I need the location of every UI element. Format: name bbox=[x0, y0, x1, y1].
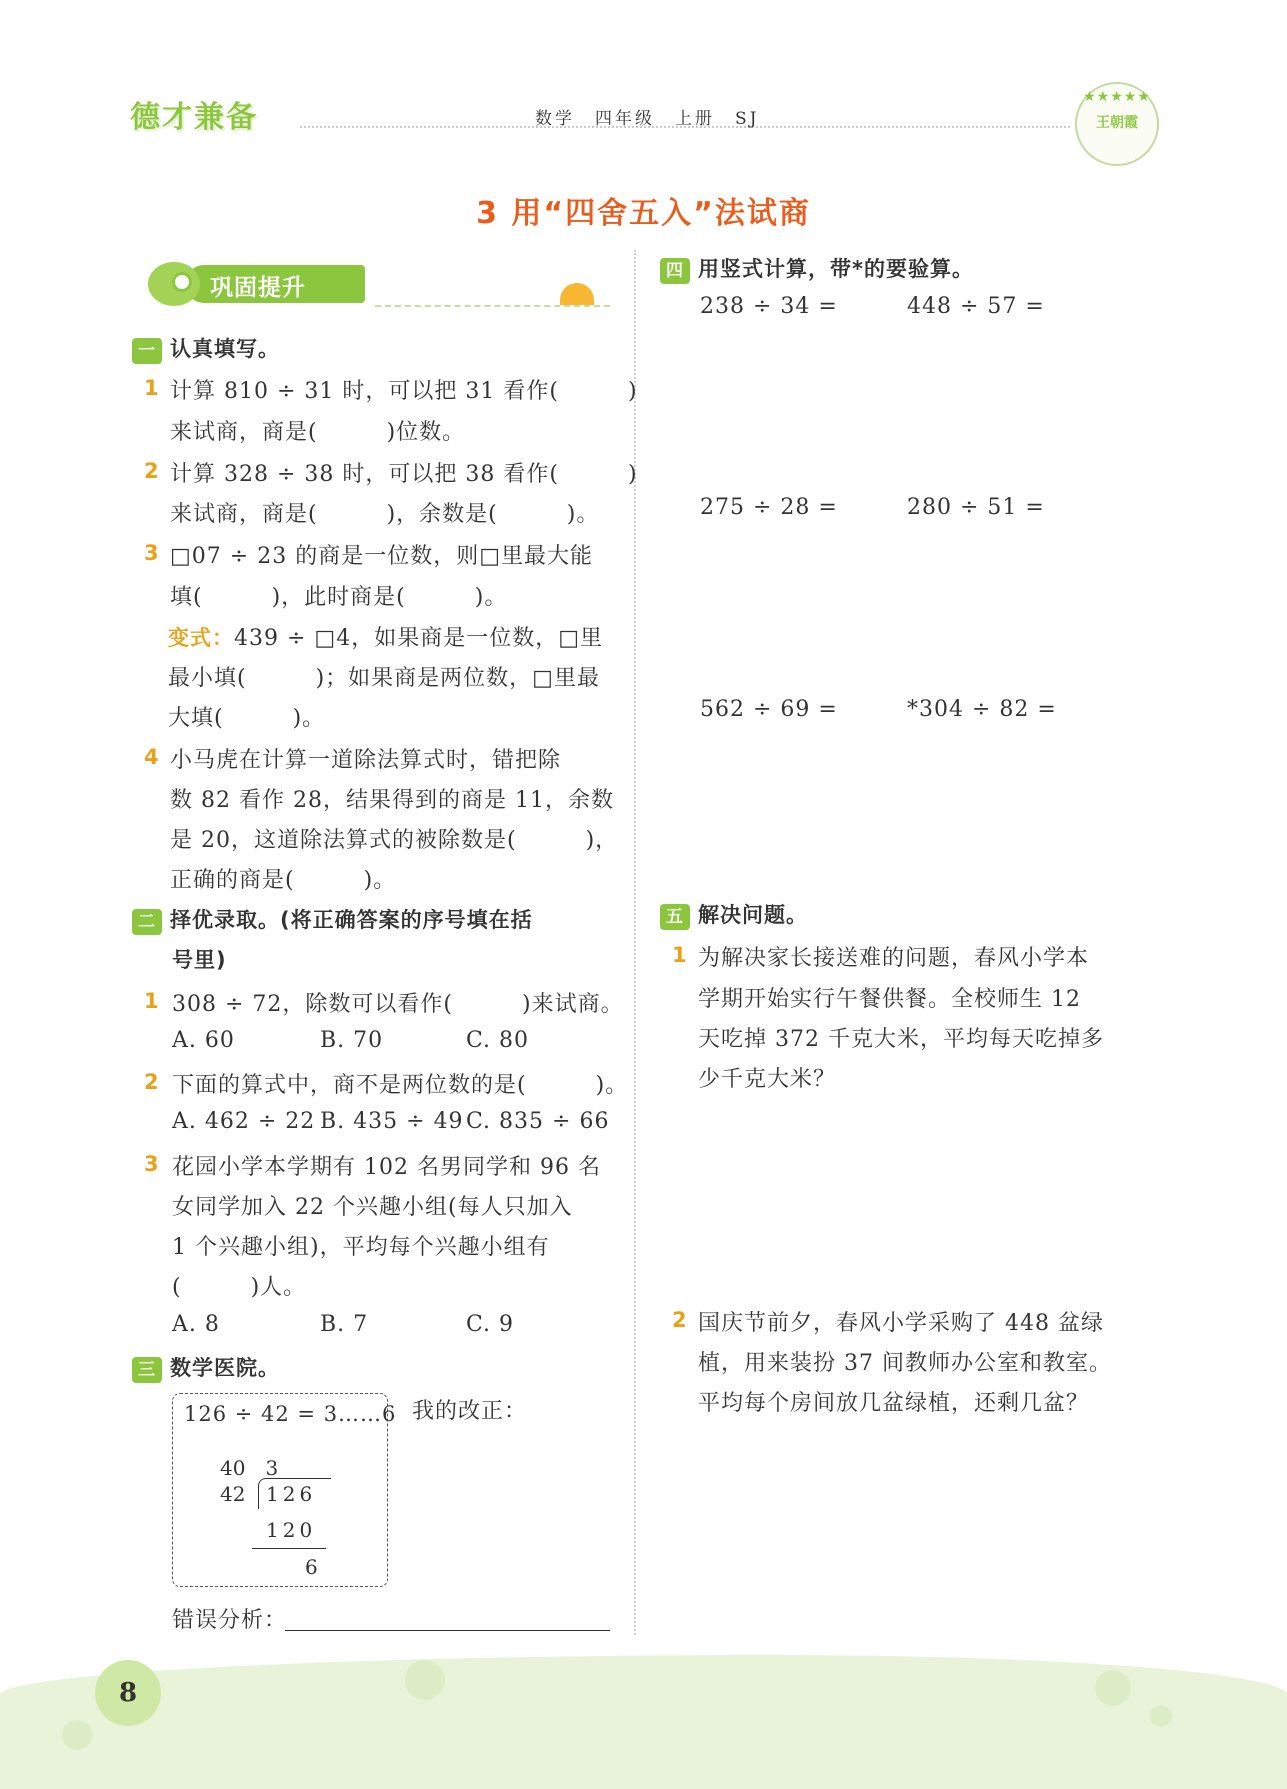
section-2-badge: 二 bbox=[132, 909, 162, 935]
q1-number: 1 bbox=[144, 376, 159, 400]
s2-q3-option-a: A. 8 bbox=[172, 1312, 220, 1337]
s5-q1-line3: 天吃掉 372 千克大米，平均每天吃掉多 bbox=[698, 1027, 1104, 1052]
section-1-heading bbox=[132, 333, 280, 364]
variant-line2: 最小填( )；如果商是两位数，□里最 bbox=[168, 666, 600, 691]
error-analysis-answer-line[interactable] bbox=[285, 1630, 610, 1631]
q1-line1: 计算 810 ÷ 31 时，可以把 31 看作( ) bbox=[170, 379, 638, 404]
long-division-subtrahend: 120 bbox=[266, 1518, 317, 1542]
section-2-heading bbox=[132, 904, 533, 935]
s2-q1-option-a: A. 60 bbox=[172, 1028, 235, 1053]
section-3-badge: 三 bbox=[132, 1357, 162, 1383]
brand-logo: 德才兼备 bbox=[130, 100, 258, 135]
calc-item-2: 448 ÷ 57 = bbox=[907, 294, 1045, 319]
s2-q1-number: 1 bbox=[144, 989, 159, 1013]
section-banner-label: 巩固提升 bbox=[210, 275, 306, 301]
variant-text1: 439 ÷ □4，如果商是一位数，□里 bbox=[234, 626, 603, 651]
q2-line1: 计算 328 ÷ 38 时，可以把 38 看作( ) bbox=[170, 462, 638, 487]
s5-q1-number: 1 bbox=[672, 943, 687, 967]
calc-item-3: 275 ÷ 28 = bbox=[700, 495, 838, 520]
q4-line1: 小马虎在计算一道除法算式时，错把除 bbox=[170, 748, 562, 773]
banner-divider bbox=[375, 305, 610, 307]
q3-line2: 填( )，此时商是( )。 bbox=[170, 585, 508, 610]
q4-line4: 正确的商是( )。 bbox=[170, 868, 397, 893]
whale-eye-icon bbox=[172, 272, 192, 292]
correction-label: 我的改正： bbox=[412, 1399, 528, 1424]
long-division-quotient: 40 3 bbox=[220, 1456, 279, 1480]
bubble-decoration bbox=[1095, 1670, 1131, 1706]
q2-line2: 来试商，商是( )，余数是( )。 bbox=[170, 502, 600, 527]
s2-q1-text: 308 ÷ 72，除数可以看作( )来试商。 bbox=[172, 992, 624, 1017]
s2-q3-line4: ( )人。 bbox=[172, 1275, 307, 1300]
section-2-title-line2: 号里) bbox=[172, 948, 227, 972]
q4-line3: 是 20，这道除法算式的被除数是( )， bbox=[170, 828, 619, 853]
calc-item-4: 280 ÷ 51 = bbox=[907, 495, 1045, 520]
long-division-line bbox=[252, 1548, 326, 1549]
q4-number: 4 bbox=[144, 745, 159, 769]
long-division-divisor: 42 bbox=[220, 1482, 246, 1506]
bubble-decoration bbox=[405, 1660, 445, 1700]
stars-icon: ★★★★★ bbox=[1083, 89, 1151, 105]
calc-item-1: 238 ÷ 34 = bbox=[700, 294, 838, 319]
section-1-badge: 一 bbox=[132, 338, 162, 364]
q1-line2: 来试商，商是( )位数。 bbox=[170, 420, 466, 445]
section-5-heading bbox=[660, 899, 808, 930]
s2-q2-number: 2 bbox=[144, 1070, 159, 1094]
section-3-title: 数学医院。 bbox=[170, 1356, 280, 1380]
header-subject: 数学 四年级 上册 SJ bbox=[535, 109, 760, 129]
s5-q1-line4: 少千克大米？ bbox=[698, 1067, 837, 1092]
s5-q1-line1: 为解决家长接送难的问题，春风小学本 bbox=[698, 946, 1090, 971]
s2-q2-text: 下面的算式中，商不是两位数的是( )。 bbox=[172, 1073, 629, 1098]
long-division-dividend: 126 bbox=[266, 1482, 317, 1506]
s5-q2-line2: 植，用来装扮 37 间教师办公室和教室。 bbox=[698, 1351, 1112, 1376]
wrong-equation: 126 ÷ 42 = 3……6 bbox=[184, 1402, 397, 1426]
publisher-seal bbox=[1075, 82, 1159, 166]
s5-q1-line2: 学期开始实行午餐供餐。全校师生 12 bbox=[698, 987, 1081, 1012]
bubble-decoration bbox=[62, 1720, 92, 1750]
error-analysis-label: 错误分析： bbox=[172, 1608, 288, 1633]
q2-number: 2 bbox=[144, 459, 159, 483]
s5-q2-line1: 国庆节前夕，春风小学采购了 448 盆绿 bbox=[698, 1311, 1104, 1336]
sun-icon bbox=[560, 283, 594, 305]
section-4-title: 用竖式计算，带*的要验算。 bbox=[698, 257, 974, 281]
s5-q2-number: 2 bbox=[672, 1308, 687, 1332]
footer-wave bbox=[0, 1655, 1287, 1789]
section-5-title: 解决问题。 bbox=[698, 903, 808, 927]
variant-line3: 大填( )。 bbox=[168, 706, 326, 731]
section-3-heading bbox=[132, 1352, 280, 1383]
s2-q3-number: 3 bbox=[144, 1152, 159, 1176]
variant-line1 bbox=[168, 621, 603, 652]
section-4-badge: 四 bbox=[660, 258, 690, 284]
s2-q1-option-c: C. 80 bbox=[466, 1028, 530, 1053]
s5-q2-line3: 平均每个房间放几盆绿植，还剩几盆？ bbox=[698, 1391, 1090, 1416]
s2-q2-option-c: C. 835 ÷ 66 bbox=[466, 1109, 610, 1134]
section-1-title: 认真填写。 bbox=[170, 337, 280, 361]
section-4-heading bbox=[660, 253, 974, 284]
q3-number: 3 bbox=[144, 541, 159, 565]
s2-q1-option-b: B. 70 bbox=[320, 1028, 384, 1053]
s2-q3-line1: 花园小学本学期有 102 名男同学和 96 名 bbox=[172, 1155, 601, 1180]
q3-line1: □07 ÷ 23 的商是一位数，则□里最大能 bbox=[170, 544, 593, 569]
long-division-remainder: 6 bbox=[305, 1555, 318, 1579]
calc-item-5: 562 ÷ 69 = bbox=[700, 697, 838, 722]
section-5-badge: 五 bbox=[660, 904, 690, 930]
s2-q3-option-b: B. 7 bbox=[320, 1312, 369, 1337]
calc-item-6: *304 ÷ 82 = bbox=[907, 697, 1057, 722]
page-number: 8 bbox=[95, 1660, 161, 1726]
s2-q3-line3: 1 个兴趣小组)，平均每个兴趣小组有 bbox=[172, 1235, 550, 1260]
s2-q3-option-c: C. 9 bbox=[466, 1312, 515, 1337]
q4-line2: 数 82 看作 28，结果得到的商是 11，余数 bbox=[170, 788, 614, 813]
page-title: 3 用“四舍五入”法试商 bbox=[476, 196, 811, 231]
s2-q3-line2: 女同学加入 22 个兴趣小组(每人只加入 bbox=[172, 1195, 573, 1220]
variant-label: 变式： bbox=[168, 626, 234, 650]
seal-text: 王朝霞 bbox=[1096, 115, 1138, 131]
section-2-title-line1: 择优录取。(将正确答案的序号填在括 bbox=[170, 908, 533, 932]
s2-q2-option-b: B. 435 ÷ 49 bbox=[320, 1109, 464, 1134]
bubble-decoration bbox=[1150, 1705, 1172, 1727]
s2-q2-option-a: A. 462 ÷ 22 bbox=[172, 1109, 316, 1134]
